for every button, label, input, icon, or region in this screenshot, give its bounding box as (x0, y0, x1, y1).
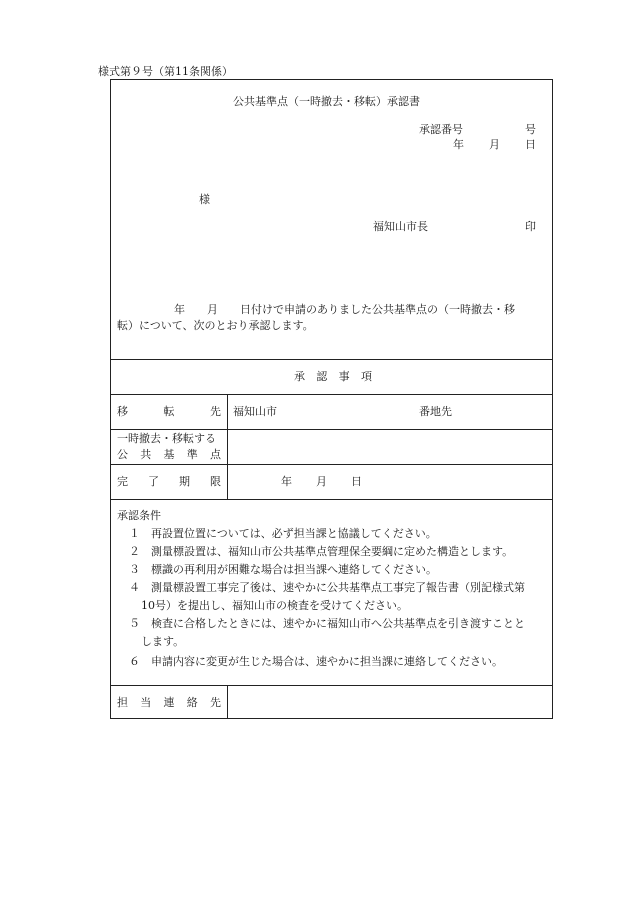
issuer-name: 福知山市長 (373, 220, 428, 233)
deadline-day: 日 (351, 475, 362, 488)
label-column-divider (227, 685, 228, 719)
divider (111, 429, 552, 430)
approval-number-label: 承認番号 (419, 123, 463, 136)
conditions-heading: 承認条件 (117, 509, 161, 522)
divider (111, 464, 552, 465)
divider (111, 499, 552, 500)
deadline-label: 完 了 期 限 (117, 475, 221, 488)
deadline-year: 年 (281, 475, 292, 488)
divider (111, 394, 552, 395)
addressee-suffix: 様 (199, 193, 210, 206)
section-heading: 承 認 事 項 (294, 370, 372, 383)
approval-body-line-2: 転）について、次のとおり承認します。 (117, 319, 314, 332)
divider (111, 685, 552, 686)
condition-2: ２ 測量標設置は、福知山市公共基準点管理保全要綱に定めた構造とします。 (129, 545, 514, 558)
deadline-month: 月 (316, 475, 327, 488)
target-point-label-line-2: 公 共 基 準 点 (117, 448, 221, 461)
date-day: 日 (525, 138, 536, 151)
destination-label: 移 転 先 (117, 405, 221, 418)
approval-body-line-1: 年 月 日付けで申請のありました公共基準点の（一時撤去・移 (174, 303, 515, 316)
condition-3: ３ 標識の再利用が困難な場合は担当課へ連絡してください。 (129, 563, 437, 576)
condition-4: ４ 測量標設置工事完了後は、速やかに公共基準点工事完了報告書（別記様式第 (129, 581, 525, 594)
contact-label: 担 当 連 絡 先 (117, 696, 221, 709)
form-title: 公共基準点（一時撤去・移転）承認書 (233, 95, 420, 108)
divider (111, 359, 552, 360)
date-month: 月 (489, 138, 500, 151)
condition-1: １ 再設置位置については、必ず担当課と協議してください。 (129, 527, 437, 540)
condition-4-continued: 10号）を提出し、福知山市の検査を受けてください。 (141, 599, 408, 612)
label-column-divider (227, 394, 228, 499)
condition-5: ５ 検査に合格したときには、速やかに福知山市へ公共基準点を引き渡すことと (129, 617, 525, 630)
destination-city: 福知山市 (233, 405, 277, 418)
form-number: 様式第９号（第11条関係） (98, 65, 233, 78)
date-year: 年 (453, 138, 464, 151)
destination-suffix: 番地先 (419, 405, 452, 418)
seal-mark: 印 (525, 220, 536, 233)
approval-form (110, 79, 553, 719)
condition-6: ６ 申請内容に変更が生じた場合は、速やかに担当課に連絡してください。 (129, 655, 503, 668)
condition-5-continued: します。 (141, 635, 185, 648)
approval-number-suffix: 号 (525, 123, 536, 136)
target-point-label-line-1: 一時撤去・移転する (117, 432, 216, 445)
